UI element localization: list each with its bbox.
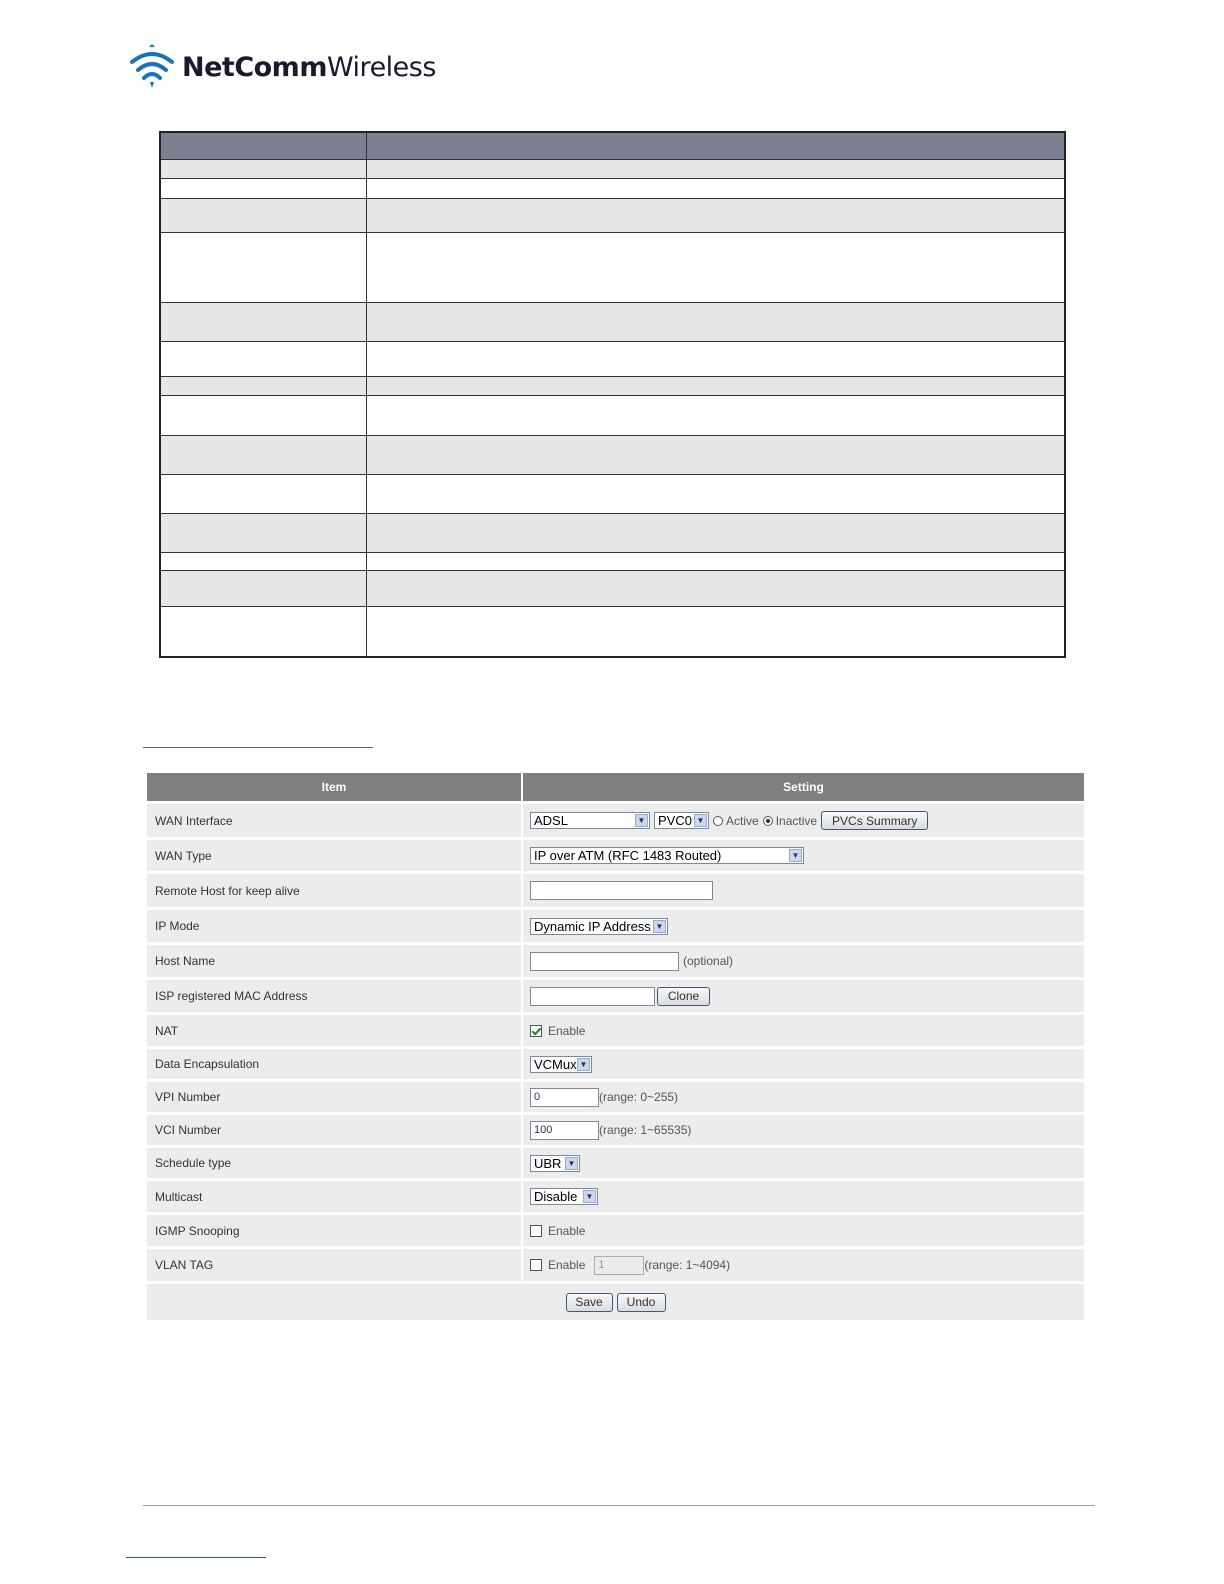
vpi-number-hint: (range: 0~255) — [599, 1090, 679, 1104]
table-row — [160, 303, 1065, 342]
active-radio[interactable] — [713, 816, 723, 826]
pvcs-summary-button[interactable]: PVCs Summary — [821, 811, 928, 830]
igmp-snooping-checkbox[interactable] — [530, 1225, 542, 1237]
table-row — [160, 377, 1065, 396]
vlan-tag-checkbox[interactable] — [530, 1259, 542, 1271]
remote-host-row — [147, 874, 1084, 907]
nat-label: NAT — [147, 1015, 521, 1046]
active-label: Active — [726, 813, 759, 828]
data-encapsulation-select[interactable]: VCMux ▼ — [530, 1056, 592, 1073]
chevron-down-icon: ▼ — [789, 849, 802, 862]
multicast-label: Multicast — [147, 1181, 521, 1212]
table-row — [160, 571, 1065, 607]
inactive-radio[interactable] — [763, 816, 773, 826]
ip-mode-row — [147, 910, 1084, 942]
table-row — [160, 436, 1065, 475]
footer-divider — [143, 1505, 1095, 1506]
vci-number-row — [147, 1115, 1084, 1145]
undo-button[interactable]: Undo — [617, 1293, 666, 1312]
igmp-enable-label: Enable — [548, 1223, 586, 1238]
schedule-type-select[interactable]: UBR ▼ — [530, 1155, 580, 1172]
table-row — [160, 396, 1065, 436]
vpi-number-label: VPI Number — [147, 1082, 521, 1112]
header-setting: Setting — [523, 773, 1084, 801]
schedule-type-label: Schedule type — [147, 1148, 521, 1178]
wan-type-row — [147, 840, 1084, 871]
multicast-select[interactable]: Disable ▼ — [530, 1188, 598, 1205]
footer-link-underline — [126, 1557, 266, 1558]
igmp-snooping-row — [147, 1215, 1084, 1246]
igmp-snooping-label: IGMP Snooping — [147, 1215, 521, 1246]
chevron-down-icon: ▼ — [694, 814, 707, 827]
vlan-tag-row — [147, 1249, 1084, 1281]
vpi-number-row — [147, 1082, 1084, 1112]
remote-host-label: Remote Host for keep alive — [147, 874, 521, 907]
inactive-label: Inactive — [775, 813, 818, 828]
host-name-row — [147, 945, 1084, 977]
vci-number-label: VCI Number — [147, 1115, 521, 1145]
wan-type-select[interactable]: IP over ATM (RFC 1483 Routed) ▼ — [530, 847, 804, 864]
table-row — [160, 514, 1065, 553]
vlan-enable-label: Enable — [548, 1258, 586, 1272]
save-button[interactable]: Save — [566, 1293, 613, 1312]
remote-host-input[interactable] — [530, 881, 713, 900]
data-encapsulation-label: Data Encapsulation — [147, 1049, 521, 1079]
table-row — [160, 607, 1065, 657]
vlan-tag-input[interactable]: 1 — [594, 1256, 644, 1275]
chevron-down-icon: ▼ — [565, 1157, 578, 1170]
table-row — [160, 342, 1065, 377]
description-table — [159, 131, 1066, 658]
clone-button[interactable]: Clone — [657, 987, 710, 1006]
ip-mode-label: IP Mode — [147, 910, 521, 942]
isp-mac-row — [147, 980, 1084, 1012]
schedule-type-row — [147, 1148, 1084, 1178]
vci-number-input[interactable]: 100 — [530, 1121, 599, 1140]
ip-mode-select[interactable]: Dynamic IP Address ▼ — [530, 918, 668, 935]
vci-number-hint: (range: 1~65535) — [599, 1123, 692, 1137]
isp-mac-label: ISP registered MAC Address — [147, 980, 521, 1012]
wan-interface-label: WAN Interface — [147, 804, 521, 837]
pvc-select[interactable]: PVC0 ▼ — [654, 812, 709, 829]
table-row — [160, 179, 1065, 199]
wan-interface-select[interactable]: ADSL ▼ — [530, 812, 650, 829]
isp-mac-input[interactable] — [530, 987, 655, 1006]
wan-interface-row — [147, 804, 1084, 837]
table-row — [160, 199, 1065, 233]
header-item: Item — [147, 773, 521, 801]
host-name-input[interactable] — [530, 952, 679, 971]
wan-settings-form — [147, 773, 1084, 1323]
vpi-number-input[interactable]: 0 — [530, 1088, 599, 1107]
host-name-hint: (optional) — [683, 954, 734, 968]
vlan-tag-label: VLAN TAG — [147, 1249, 521, 1281]
table-row — [160, 553, 1065, 571]
form-header — [147, 773, 1084, 801]
form-actions-row — [147, 1284, 1084, 1320]
chevron-down-icon: ▼ — [577, 1058, 590, 1071]
nat-checkbox[interactable] — [530, 1025, 542, 1037]
table-row — [160, 233, 1065, 303]
table-row — [160, 160, 1065, 179]
brand-name: NetCommWireless — [182, 51, 436, 83]
chevron-down-icon: ▼ — [653, 920, 666, 933]
multicast-row — [147, 1181, 1084, 1212]
chevron-down-icon: ▼ — [635, 814, 648, 827]
chevron-down-icon: ▼ — [583, 1190, 596, 1203]
brand-logo — [128, 42, 436, 92]
host-name-label: Host Name — [147, 945, 521, 977]
nat-row — [147, 1015, 1084, 1046]
nat-enable-label: Enable — [548, 1023, 586, 1038]
table-header-row — [160, 132, 1065, 160]
section-divider — [143, 747, 373, 748]
wireless-signal-icon — [128, 44, 176, 90]
wan-type-label: WAN Type — [147, 840, 521, 871]
vlan-tag-hint: (range: 1~4094) — [644, 1258, 731, 1272]
data-encapsulation-row — [147, 1049, 1084, 1079]
table-row — [160, 475, 1065, 514]
